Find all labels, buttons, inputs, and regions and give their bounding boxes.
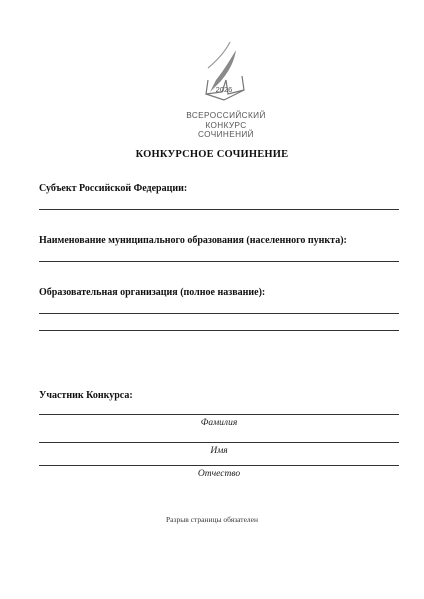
logo-year: 2026 xyxy=(215,85,233,94)
municipality-label: Наименование муниципального образования (населенного пункта): xyxy=(39,235,347,246)
patronymic-input-line[interactable] xyxy=(39,465,399,466)
contest-logo-wordmark xyxy=(186,111,266,140)
logo-line-3: СОЧИНЕНИЙ xyxy=(198,130,254,140)
name-caption: Имя xyxy=(210,446,228,456)
logo-line-2: КОНКУРС xyxy=(205,120,247,130)
surname-caption: Фамилия xyxy=(200,418,238,428)
surname-input-line[interactable] xyxy=(39,414,399,415)
contest-logo-icon xyxy=(196,40,252,104)
subject-label: Субъект Российской Федерации: xyxy=(39,183,188,194)
participant-label: Участник Конкурса: xyxy=(39,390,133,401)
organization-input-line-2[interactable] xyxy=(39,330,399,331)
logo-line-1: ВСЕРОССИЙСКИЙ xyxy=(186,111,266,120)
page-title: КОНКУРСНОЕ СОЧИНЕНИЕ xyxy=(135,149,289,160)
organization-input-line-1[interactable] xyxy=(39,313,399,314)
page-break-note: Разрыв страницы обязателен xyxy=(165,515,259,524)
patronymic-caption: Отчество xyxy=(197,469,241,479)
municipality-input-line[interactable] xyxy=(39,261,399,262)
subject-input-line[interactable] xyxy=(39,209,399,210)
organization-label: Образовательная организация (полное название): xyxy=(39,287,266,298)
name-input-line[interactable] xyxy=(39,442,399,443)
